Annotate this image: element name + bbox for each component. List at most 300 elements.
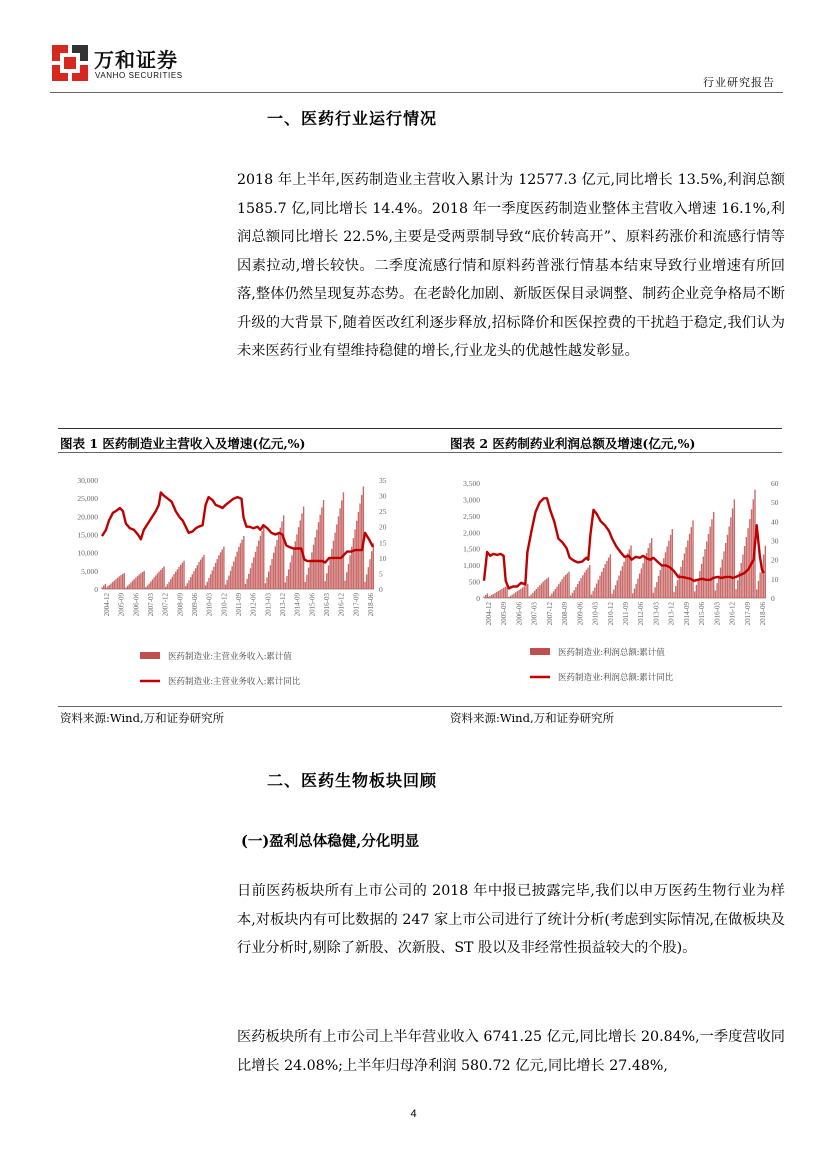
bar [127, 586, 128, 589]
bar [589, 565, 590, 598]
bar [278, 534, 279, 589]
bar [518, 590, 519, 598]
bar [125, 587, 126, 589]
bar [101, 587, 102, 589]
figure-1-source: 资料来源:Wind,万和证券研究所 [60, 711, 225, 725]
bar [180, 565, 181, 589]
bar [225, 585, 226, 589]
bar [586, 570, 587, 598]
x-tick-label: 2013-03 [264, 593, 273, 617]
bar [217, 559, 218, 589]
bar [158, 572, 159, 589]
bar [283, 515, 284, 589]
bar [291, 555, 292, 589]
chart-1-revenue [58, 462, 398, 702]
bar [329, 557, 330, 589]
bar [231, 566, 232, 589]
y-right-tick-label: 30 [771, 536, 779, 546]
bar [517, 591, 518, 598]
bar [117, 578, 118, 589]
bar [510, 596, 511, 598]
logo-icon [50, 43, 90, 83]
bar [373, 543, 374, 589]
bar [321, 507, 322, 589]
bar [675, 586, 676, 598]
bar [177, 569, 178, 589]
bar [142, 572, 143, 589]
bar [508, 597, 509, 598]
bar [592, 591, 593, 598]
y-right-tick-label: 40 [771, 517, 779, 527]
bar [758, 581, 759, 598]
bar [725, 543, 726, 598]
bar [512, 595, 513, 598]
bar [311, 552, 312, 589]
bar [195, 568, 196, 589]
report-type: 行业研究报告 [703, 76, 775, 89]
bar [563, 577, 564, 598]
figure-2-title: 图表 2 医药制药业利润总额及增速(亿元,%) [450, 436, 696, 451]
y-right-tick-label: 5 [379, 569, 383, 579]
bar [503, 588, 504, 598]
bar [558, 584, 559, 598]
bar [359, 503, 360, 589]
bar [668, 541, 669, 598]
bar [560, 582, 561, 598]
bar [575, 587, 576, 598]
x-tick-label: 2005-09 [117, 593, 126, 617]
bar [489, 596, 490, 598]
bar [665, 552, 666, 598]
bar [520, 589, 521, 598]
bar [366, 574, 367, 589]
bar [172, 577, 173, 589]
bar [197, 565, 198, 589]
bar [718, 576, 719, 598]
bar [608, 558, 609, 598]
bar [582, 575, 583, 598]
body-paragraph: 2018 年上半年,医药制造业主营收入累计为 12577.3 亿元,同比增长 13.5%,利润总额 1585.7 亿,同比增长 14.4%。2018 年一季度医药制造业整体主营收入增速 16.1%,利润总额同比增长 22.5%,主要是受两票制导致“底价转高开”、原料药涨价和流感行情等因素拉动,增长较快。二季度流感行情和原料药普涨行情基本结束导致行业增速有所回落,整体仍然呈现复苏态势。在老龄化加剧、新版医保目录调整、制药企业竞争格局不断升级的大背景下,随着医改红利逐步释放,招标降价和医保控费的干扰趋于稳定,我们认为未来医药行业有望维持稳健的增长,行业龙头的优越性越发彰显。 [237, 172, 785, 359]
bar [658, 576, 659, 598]
x-tick-label: 2006-06 [132, 593, 141, 617]
bar [522, 587, 523, 598]
bar [227, 580, 228, 589]
bar [713, 512, 714, 598]
bar [485, 595, 486, 598]
bar [145, 587, 146, 589]
bar [213, 567, 214, 589]
bar [682, 560, 683, 598]
y-left-tick-label: 10,000 [77, 548, 98, 558]
bar [536, 589, 537, 598]
bar [190, 577, 191, 589]
bar [265, 583, 266, 589]
bar [747, 528, 748, 598]
bar [561, 579, 562, 598]
bar [599, 576, 600, 598]
bar [349, 555, 350, 589]
bar [730, 517, 731, 598]
x-tick-label: 2006-06 [515, 602, 524, 626]
bar [525, 585, 526, 598]
bar [162, 568, 163, 589]
bar [147, 585, 148, 589]
bar [293, 548, 294, 589]
bar [368, 567, 369, 589]
bar [298, 527, 299, 589]
bar [704, 549, 705, 598]
bar [230, 571, 231, 589]
bar [553, 591, 554, 598]
bar [110, 584, 111, 589]
bar [499, 590, 500, 598]
bar [148, 584, 149, 589]
bar [515, 592, 516, 598]
bar [651, 538, 652, 598]
bar [188, 580, 189, 589]
bar [596, 584, 597, 598]
bar [343, 492, 344, 589]
bar [487, 597, 488, 598]
bar [584, 572, 585, 598]
bar [310, 560, 311, 589]
bar [344, 581, 345, 589]
legend-line-label: 医药制造业:利润总额:累计同比 [558, 672, 674, 682]
y-left-tick-label: 15,000 [77, 530, 98, 540]
bar [222, 549, 223, 589]
bar [105, 588, 106, 589]
bar [672, 529, 673, 598]
bar [120, 575, 121, 589]
section-heading-2: 二、医药生物板块回顾 [267, 771, 438, 790]
legend-bar-label: 医药制造业:主营业务收入:累计值 [168, 651, 292, 661]
bar [165, 587, 166, 589]
bar [603, 568, 604, 598]
bar [617, 580, 618, 598]
bar [653, 593, 654, 598]
y-right-tick-label: 25 [379, 507, 387, 517]
bar [266, 577, 267, 589]
bar [258, 541, 259, 589]
bar [303, 507, 304, 589]
bar [356, 521, 357, 589]
figure-bottom-rule [58, 706, 782, 707]
x-tick-label: 2004-12 [103, 593, 111, 617]
bar [637, 579, 638, 598]
bar [501, 589, 502, 598]
bar [324, 581, 325, 589]
bar [218, 555, 219, 589]
bar [763, 555, 764, 598]
y-left-tick-label: 2,500 [463, 511, 480, 521]
bar [493, 594, 494, 598]
bar [273, 553, 274, 589]
x-tick-label: 2009-06 [191, 593, 199, 617]
bar [654, 587, 655, 598]
bar [660, 570, 661, 598]
y-left-tick-label: 3,500 [463, 479, 480, 488]
bar [371, 551, 372, 589]
x-tick-label: 2004-12 [485, 602, 493, 626]
bar [193, 571, 194, 589]
bar [200, 560, 201, 589]
bar [245, 584, 246, 589]
legend-bar-swatch [530, 648, 550, 655]
bar [703, 557, 704, 598]
bar [308, 568, 309, 589]
bar [140, 573, 141, 589]
section-heading: 一、医药行业运行情况 [267, 109, 438, 128]
bar [572, 593, 573, 598]
bar [124, 573, 125, 589]
bar [260, 536, 261, 589]
bar [606, 561, 607, 598]
bar [208, 578, 209, 589]
bar [613, 589, 614, 598]
bar [610, 554, 611, 598]
x-tick-label: 2010-03 [591, 602, 600, 626]
bar [112, 582, 113, 589]
bar [742, 555, 743, 598]
bar [251, 563, 252, 589]
bar [611, 594, 612, 598]
bar [198, 562, 199, 589]
figure-top-rule [58, 428, 782, 429]
bar [577, 584, 578, 598]
y-right-tick-label: 15 [379, 538, 387, 548]
bar [529, 596, 530, 598]
bar [215, 563, 216, 589]
x-tick-label: 2010-03 [205, 593, 214, 617]
bar [313, 545, 314, 589]
bar [306, 575, 307, 589]
bar [648, 548, 649, 598]
bar [587, 568, 588, 598]
x-tick-label: 2017-09 [352, 593, 361, 617]
bar [639, 574, 640, 598]
bar [319, 515, 320, 589]
x-tick-label: 2013-12 [667, 602, 676, 626]
bar [170, 579, 171, 589]
x-tick-label: 2018-06 [367, 593, 375, 617]
bar [103, 586, 104, 589]
bar [697, 578, 698, 598]
bar [236, 552, 237, 589]
x-tick-label: 2008-09 [561, 602, 570, 626]
subsection-heading: (一)盈利总体稳健,分化明显 [241, 833, 420, 850]
bar [143, 571, 144, 589]
y-left-tick-label: 500 [468, 577, 480, 587]
bar [175, 572, 176, 589]
bar [634, 589, 635, 598]
bar [623, 562, 624, 598]
bar [346, 572, 347, 589]
bar [341, 500, 342, 589]
bar [115, 579, 116, 589]
bar [210, 574, 211, 589]
bar [641, 568, 642, 598]
bar [735, 589, 736, 598]
x-tick-label: 2007-03 [147, 593, 155, 617]
bar [212, 571, 213, 589]
bar [601, 572, 602, 598]
bar [543, 582, 544, 598]
bar [620, 571, 621, 598]
x-tick-label: 2011-09 [622, 602, 630, 626]
bar [627, 553, 628, 598]
bar [134, 579, 135, 589]
bar [256, 546, 257, 589]
bar [316, 530, 317, 589]
bar [706, 541, 707, 598]
bar [178, 567, 179, 589]
body-paragraph-2: 日前医药板块所有上市公司的 2018 年中报已披露完毕,我们以申万医药生物行业为样本,对板块内有可比数据的 247 家上市公司进行了统计分析(考虑到实际情况,在做板块及行业分析时,剔除了新股、次新股、ST 股以及非经常性损益较大的个股)。 [237, 883, 785, 956]
bar [129, 584, 130, 589]
bar [692, 520, 693, 598]
bar [315, 537, 316, 589]
bar [746, 537, 747, 598]
bar [734, 499, 735, 598]
bar [275, 546, 276, 589]
y-left-tick-label: 2,000 [463, 528, 480, 538]
bar [354, 529, 355, 589]
bar [351, 547, 352, 589]
bar [677, 580, 678, 598]
bar [723, 551, 724, 598]
y-right-tick-label: 60 [771, 479, 779, 488]
bar [673, 592, 674, 598]
y-right-tick-label: 10 [771, 574, 779, 584]
bar [109, 585, 110, 589]
bar [183, 561, 184, 589]
bar [656, 582, 657, 598]
bar [496, 592, 497, 598]
bar [288, 569, 289, 589]
bar [532, 593, 533, 598]
x-tick-label: 2010-12 [220, 593, 229, 617]
bar [240, 543, 241, 589]
bar [715, 591, 716, 598]
x-tick-label: 2007-12 [161, 593, 170, 617]
bar [505, 587, 506, 598]
logo-text-en: VANHO SECURITIES [95, 71, 183, 80]
bar [649, 543, 650, 598]
bar [338, 516, 339, 589]
y-right-tick-label: 0 [771, 594, 775, 603]
bar [185, 586, 186, 589]
bar [625, 557, 626, 598]
bar [261, 531, 262, 589]
bar [173, 574, 174, 589]
x-tick-label: 2005-09 [500, 602, 509, 626]
x-tick-label: 2016-12 [728, 602, 737, 626]
bar [580, 578, 581, 598]
bar [728, 526, 729, 598]
bar [334, 533, 335, 589]
bar [544, 580, 545, 598]
bar [756, 589, 757, 598]
bar [687, 541, 688, 599]
x-tick-label: 2014-09 [293, 593, 302, 617]
bar [551, 594, 552, 598]
y-left-tick-label: 30,000 [77, 476, 98, 485]
bar [243, 536, 244, 589]
x-tick-label: 2010-12 [606, 602, 615, 626]
y-right-tick-label: 20 [771, 555, 779, 565]
bar [138, 574, 139, 589]
bar [749, 519, 750, 598]
x-tick-label: 2011-09 [235, 593, 243, 617]
bar [759, 572, 760, 598]
bar [300, 520, 301, 589]
bar [135, 578, 136, 589]
bar [574, 590, 575, 598]
bar [555, 589, 556, 598]
y-right-tick-label: 0 [379, 585, 383, 594]
bar [539, 585, 540, 598]
bar [235, 557, 236, 589]
y-left-tick-label: 1,000 [463, 561, 480, 571]
bar [160, 570, 161, 589]
x-tick-label: 2014-09 [682, 602, 691, 626]
bar [732, 508, 733, 598]
x-tick-label: 2016-03 [323, 593, 331, 617]
bar [119, 576, 120, 589]
y-left-tick-label: 0 [94, 585, 98, 594]
bar [263, 526, 264, 589]
bar [246, 579, 247, 589]
bar [137, 576, 138, 589]
bar [353, 538, 354, 589]
bar [708, 534, 709, 598]
bar [290, 562, 291, 589]
bar [255, 552, 256, 589]
bar [270, 565, 271, 589]
bar [537, 587, 538, 598]
bar [565, 575, 566, 598]
figure-2-source: 资料来源:Wind,万和证券研究所 [450, 711, 615, 725]
bar [364, 582, 365, 589]
bar [711, 519, 712, 598]
bar [333, 541, 334, 589]
bar [328, 565, 329, 589]
bar [513, 594, 514, 598]
bar [114, 581, 115, 589]
bar [348, 564, 349, 589]
bar [167, 584, 168, 589]
body-paragraph-3: 医药板块所有上市公司上半年营业收入 6741.25 亿元,同比增长 20.84%,一季度营收同比增长 24.08%;上半年归母净利润 580.72 亿元,同比增长 27.48%, [237, 1029, 785, 1074]
bar [187, 583, 188, 589]
bar [271, 559, 272, 589]
bar [591, 594, 592, 598]
bar [689, 534, 690, 598]
x-tick-label: 2016-12 [337, 593, 346, 617]
bar [276, 540, 277, 589]
x-tick-label: 2007-03 [530, 602, 539, 626]
bar [615, 585, 616, 598]
bar [205, 585, 206, 589]
x-tick-label: 2018-06 [759, 602, 767, 626]
bar [605, 564, 606, 598]
bar [268, 572, 269, 589]
bar [157, 573, 158, 589]
y-left-tick-label: 0 [476, 594, 480, 603]
bar [331, 549, 332, 589]
x-tick-label: 2009-06 [576, 602, 585, 626]
x-tick-label: 2012-06 [637, 602, 646, 626]
bar [568, 572, 569, 598]
bar [286, 576, 287, 589]
